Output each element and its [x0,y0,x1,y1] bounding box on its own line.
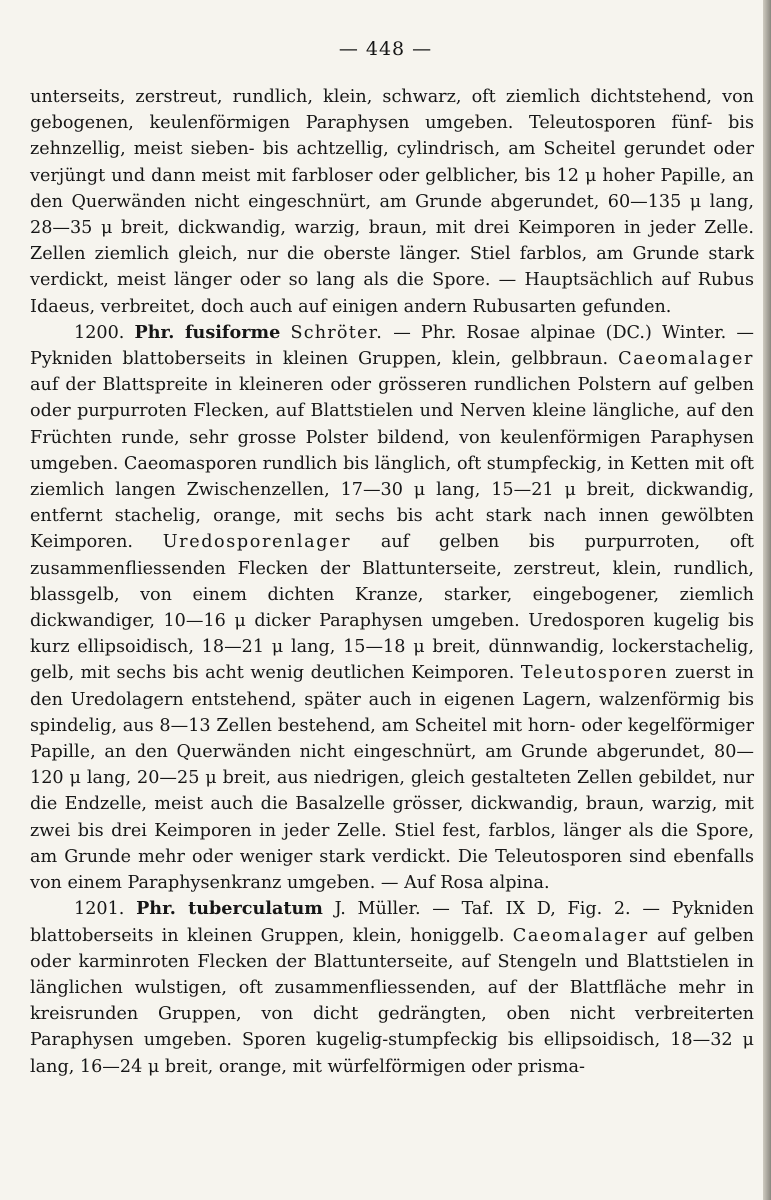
text-segment: auf der Blattspreite in kleineren oder grösseren rundlichen Polstern auf gelben oder purpurroten Flecken, auf Blattstielen und Nerven kleine längliche, auf den Früchten runde, sehr grosse Polster bildend, von keulenförmigen Paraphysen umgeben. Caeomasporen rundlich bis länglich, oft stumpfeckig, in Ketten mit oft ziemlich langen Zwischenzellen, 17—30 μ lang, 15—21 μ breit, dickwandig, entfernt stachelig, orange, mit sechs bis acht stark nach innen gewölbten Keimporen. [30,375,754,553]
paragraph [30,896,754,1079]
body-text [30,84,754,1080]
text-segment: Teleutosporen [520,663,669,684]
paragraph [30,320,754,896]
species-name: Phr. tuberculatum [136,898,323,920]
species-name: Phr. fusiforme [134,321,281,343]
text-segment: Caeomalager [512,925,649,946]
text-segment: Uredosporenlager [162,532,352,553]
text-segment: auf gelben oder karminroten Flecken der Blattunterseite, auf Stengeln und Blattstielen in länglichen wulstigen, oft zusammenfliessenden, auf der Blattfläche mehr in kreisrunden Gruppen, von dicht gedrängten, oben nicht verbreiterten Paraphysen umgeben. Sporen kugelig-stumpfeckig bis ellipsoidisch, 18—32 μ lang, 16—24 μ breit, orange, mit würfelförmigen oder prisma- [30,925,754,1077]
page-edge-shadow [763,0,771,1200]
text-segment: auf gelben bis purpurroten, oft zusammenfliessenden Flecken der Blattunterseite, zerstreut, klein, rundlich, blassgelb, von einem dichten Kranze, starker, eingebogener, ziemlich dickwandiger, 10—16 μ dicker Paraphysen umgeben. Uredosporen kugelig bis kurz ellipsoidisch, 18—21 μ lang, 15—18 μ breit, dünnwandig, lockerstachelig, gelb, mit sechs bis acht wenig deutlichen Keimporen. [30,532,754,684]
paragraph [30,84,754,320]
text-segment: zuerst in den Uredolagern entstehend, später auch in eigenen Lagern, walzenförmig bis spindelig, aus 8—13 Zellen bestehend, am Scheitel mit horn- oder kegelförmiger Papille, an den Querwänden nicht eingeschnürt, am Grunde abgerundet, 80—120 μ lang, 20—25 μ breit, aus niedrigen, gleich gestalteten Zellen gebildet, nur die Endzelle, meist auch die Basalzelle grösser, dickwandig, braun, warzig, mit zwei bis drei Keimporen in jeder Zelle. Stiel fest, farblos, länger als die Spore, am Grunde mehr oder weniger stark verdickt. Die Teleutosporen sind ebenfalls von einem Paraphysenkranz umgeben. — Auf Rosa alpina. [30,663,754,894]
text-segment: Schröter. [290,322,384,343]
text-segment [280,323,290,343]
text-segment: Caeomalager [618,349,754,370]
text-segment: unterseits, zerstreut, rundlich, klein, schwarz, oft ziemlich dichtstehend, von gebogenen, keulenförmigen Paraphysen umgeben. Teleutosporen fünf- bis zehnzellig, meist sieben- bis achtzellig, cylindrisch, am Scheitel gerundet oder verjüngt und dann meist mit farbloser oder gelblicher, bis 12 μ hoher Papille, an den Querwänden nicht eingeschnürt, am Grunde abgerundet, 60—135 μ lang, 28—35 μ breit, dickwandig, warzig, braun, mit drei Keimporen in jeder Zelle. Zellen ziemlich gleich, nur die oberste länger. Stiel farblos, am Grunde stark verdickt, meist länger oder so lang als die Spore. — Hauptsächlich auf Rubus Idaeus, verbreitet, doch auch auf einigen andern Rubusarten gefunden. [30,87,754,317]
text-segment: J. Müller. — Taf. IX D, Fig. 2. — Pykniden blattoberseits in kleinen Gruppen, klein, honiggelb. [30,899,755,946]
entry-number: 1200. [74,322,135,343]
entry-number: 1201. [74,899,137,920]
page-number: — 448 — [338,38,433,60]
text-segment: — Phr. Rosae alpinae (DC.) Winter. — Pykniden blattoberseits in kleinen Gruppen, klein, gelbbraun. [30,322,755,370]
